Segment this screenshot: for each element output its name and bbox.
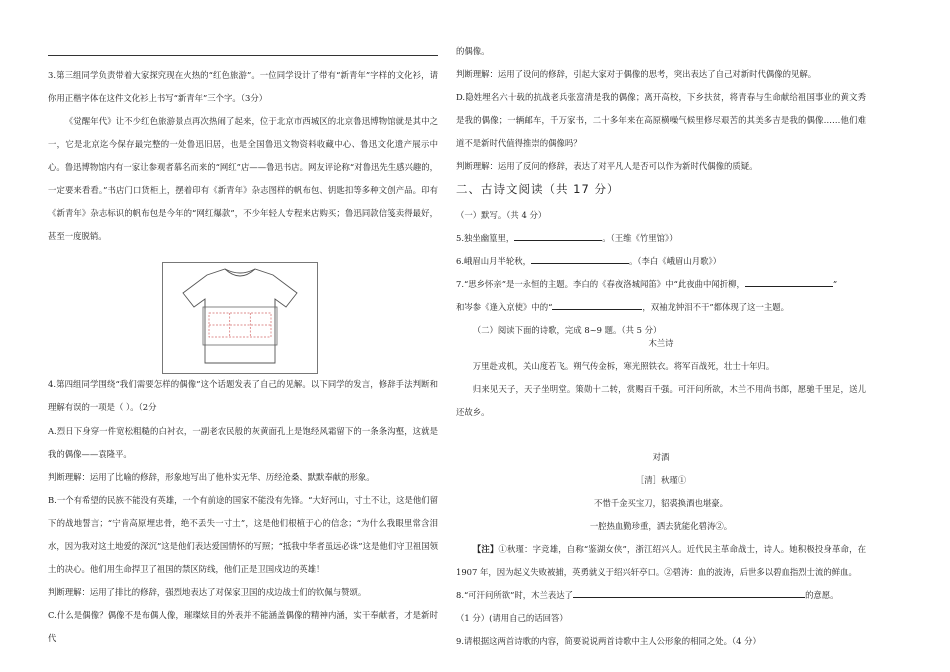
q6-answer-blank[interactable] xyxy=(531,253,629,264)
question-3-passage: 《觉醒年代》让不少红色旅游景点再次热闹了起来，位于北京市西城区的北京鲁迅博物馆就是其中之一，它是北京迄今保存最完整的一处鲁迅旧居，也是全国鲁迅文物资料收藏中心、鲁迅文化遗产展示中心。鲁迅博物馆内有一家让参观者慕名而来的“网红”店——鲁迅书店。网友评论称“对鲁迅先生感兴趣的，一定要来看看。”书店门口货柜上，摆着印有《新青年》杂志图样的帆布包、钥匙扣等多种文创产品。印有《新青年》杂志标识的帆布包是今年的“网红爆款”，不少年轻人专程来店购买；鲁迅同款信笺卖得最好，甚至一度脱销。 xyxy=(48,116,438,241)
question-6: 6.峨眉山月半轮秋， 。（李白《峨眉山月歌》） xyxy=(456,250,866,273)
question-5: 5.独坐幽篁里， 。（王维《竹里馆》） xyxy=(456,227,866,250)
question-9: 9.请根据这两首诗歌的内容，简要说说两首诗歌中主人公形象的相同之处。（4 分） xyxy=(456,636,761,646)
tshirt-figure xyxy=(162,262,318,374)
poem-1-title: 木兰诗 xyxy=(648,338,674,348)
recitation-section: （一）默写。（共 4 分） 5.独坐幽篁里， 。（王维《竹里馆》） 6.峨眉山月半轮秋， 。（李白《峨眉山月歌》） 7.“思乡怀亲”是一永恒的主题。李白的《春夜洛城闻笛》中“此夜曲中闻折柳， ” 和岑参《逢入京使》中的“ ，双袖龙钟泪不干”都体现了这一主题。 （二）阅读下面的诗歌，完成 8~9 题。（共 5 分） xyxy=(456,204,866,342)
option-c-continued: 的偶像。 判断理解：运用了设问的修辞，引起大家对于偶像的思考，突出表达了自己对新时代偶像的见解。 D.隐姓埋名六十载的抗战老兵张富清是我的偶像；离开高校，下乡扶贫，将青春与生命献给祖国事业的黄文秀是我的偶像；一辆邮车，千万家书，二十多年来在高原横噪气候里修尽艰苦的其美多吉是我的偶像……他们难道不是新时代值得推崇的偶像吗？ 判断理解：运用了反问的修辞，表达了对平凡人是否可以作为新时代偶像的质疑。 xyxy=(456,46,866,171)
q7-answer-blank-2[interactable] xyxy=(552,299,642,310)
q7-answer-blank-1[interactable] xyxy=(745,276,833,287)
poem-mulan: 木兰诗 万里赴戎机，关山度若飞。朔气传金柝，寒光照铁衣。将军百战死，壮士十年归。 归来见天子，天子坐明堂。策勋十二转，赏赐百千强。可汗问所欲，木兰不用尚书郎，愿驰千里足，送儿还故乡。 xyxy=(456,332,866,424)
q8-answer-blank[interactable] xyxy=(573,587,805,598)
question-4-prompt: 4.第四组同学围绕“我们需要怎样的偶像”这个话题发表了自己的见解。以下同学的发言，修辞手法判断和理解有误的一项是（ ）。（2分 xyxy=(48,379,438,412)
poem-2-author: ［清］秋瑾① xyxy=(635,475,687,485)
header-rule xyxy=(48,55,438,56)
q5-answer-blank[interactable] xyxy=(514,230,602,241)
question-8: 8.“可汗问所欲”时，木兰表达了 的意愿。 xyxy=(456,584,866,607)
question-7: 7.“思乡怀亲”是一永恒的主题。李白的《春夜洛城闻笛》中“此夜曲中闻折柳， ” xyxy=(456,273,866,296)
poem-duijiu: 对酒 ［清］秋瑾① 不惜千金买宝刀，貂裘换酒也堪豪。 一腔热血勤珍重，洒去犹能化碧涛②。 【注】①秋瑾：字竞雄，自称“鉴湖女侠”，浙江绍兴人。近代民主革命战士，诗人。她积极投身革命，在 1907 年，因为起义失败被捕，英勇就义于绍兴轩亭口。②碧涛：血的波涛，后世多以碧血指烈士流的鲜血。 8.“可汗问所欲”时，木兰表达了 的意愿。 （1 分）(请用自己的话回答） 9.请根据这两首诗歌的内容，简要说说两首诗歌中主人公形象的相同之处。（4 分） xyxy=(456,446,866,653)
question-3-prompt: 3.第三组同学负责带着大家探究现在火热的“红色旅游”。一位同学设计了带有“新青年”字样的文化衫，请你用正楷字体在这件文化衫上书写“新青年”三个字。（3分） xyxy=(48,70,438,103)
tshirt-drawing xyxy=(163,263,317,373)
poem-2-title: 对酒 xyxy=(652,452,670,462)
section-2-heading: 二、古诗文阅读（共 17 分） xyxy=(456,182,620,196)
poem-note: 【注】①秋瑾：字竞雄，自称“鉴湖女侠”，浙江绍兴人。近代民主革命战士，诗人。她积极投身革命，在 1907 年，因为起义失败被捕，英勇就义于绍兴轩亭口。②碧涛：血的波涛，后世多以碧血指烈士流的鲜血。 xyxy=(456,544,867,577)
question-7-line2: 和岑参《逢入京使》中的“ ，双袖龙钟泪不干”都体现了这一主题。 xyxy=(456,296,866,319)
option-a: A.烈日下身穿一件宽松粗糙的白衬衣，一副老农民般的灰黄面孔上是饱经风霜留下的一条条沟壑，这就是我的偶像——袁隆平。 判断理解：运用了比喻的修辞，形象地写出了他朴实无华、历经沧桑、默默奉献的形象。 B.一个有希望的民族不能没有英雄，一个有前途的国家不能没有先锋。“大好河山，寸土不让，这是他们留下的战地誓言；“宁肯高原埋忠骨，绝不丢失一寸土”，这是他们根植于心的信念；“为什么我眼里常含泪水，因为我对这土地爱的深沉”这是他们表达爱国情怀的写照；“抵我中华者虽远必诛”这是他们守卫祖国领土的决心。他们用生命捍卫了祖国的禁区防线，他们正是卫国戍边的英雄！ 判断理解：运用了排比的修辞，强烈地表达了对保家卫国的戍边战士们的钦佩与赞颂。 C.什么是偶像？偶像不是布偶人像，璀璨炫目的外表并不能涵盖偶像的精神内涵，实干奉献者，才是新时代 xyxy=(48,426,438,643)
